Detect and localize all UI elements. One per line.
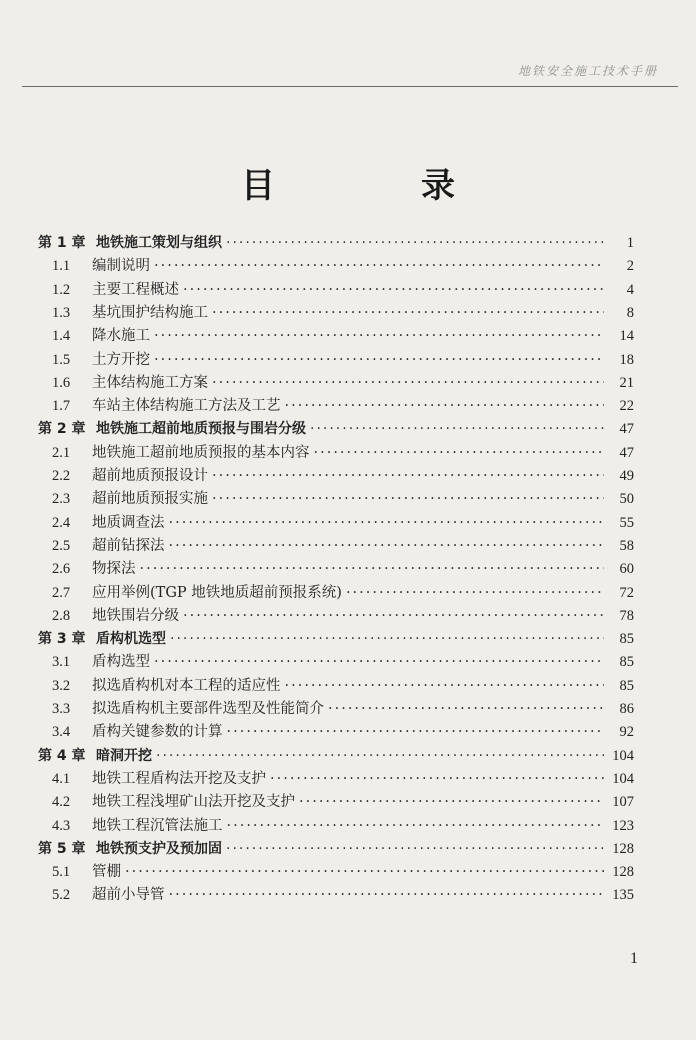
entry-number: 1.5 <box>52 351 71 368</box>
dot-leader <box>154 327 604 345</box>
entry-title: 主要工程概述 <box>92 281 179 298</box>
toc-section-entry[interactable] <box>52 671 634 695</box>
entry-title: 地铁工程沉管法施工 <box>92 817 223 834</box>
entry-number: 2.1 <box>52 444 71 461</box>
entry-number: 第 3 章 <box>38 631 86 648</box>
entry-page-number: 18 <box>619 351 634 368</box>
toc-section-entry[interactable] <box>52 880 634 904</box>
dot-leader <box>299 793 604 811</box>
entry-page-number: 47 <box>619 444 634 461</box>
entry-page-number: 22 <box>619 398 634 415</box>
dot-leader <box>169 886 605 904</box>
entry-number: 5.2 <box>52 887 71 904</box>
dot-leader <box>227 817 605 835</box>
entry-page-number: 85 <box>619 677 634 694</box>
entry-number: 2.6 <box>52 561 71 578</box>
toc-section-entry[interactable] <box>52 368 634 392</box>
entry-page-number: 21 <box>619 374 634 391</box>
entry-title: 超前钻探法 <box>92 537 165 554</box>
entry-page-number: 49 <box>619 468 634 484</box>
dot-leader <box>285 397 605 415</box>
entry-title: 盾构关键参数的计算 <box>92 724 223 741</box>
toc-section-entry[interactable] <box>52 508 634 532</box>
entry-number: 第 1 章 <box>38 235 86 251</box>
entry-title: 编制说明 <box>92 258 150 275</box>
toc-section-entry[interactable] <box>52 321 634 345</box>
entry-number: 第 5 章 <box>38 840 86 857</box>
entry-number: 4.1 <box>52 770 71 787</box>
entry-title: 超前小导管 <box>92 887 165 904</box>
entry-title: 盾构选型 <box>92 654 150 671</box>
entry-page-number: 78 <box>619 607 634 624</box>
entry-number: 2.7 <box>52 584 71 601</box>
dot-leader <box>270 770 604 788</box>
toc-section-entry[interactable] <box>52 251 634 275</box>
entry-title: 主体结构施工方案 <box>92 374 208 391</box>
entry-title: 地铁施工策划与组织 <box>96 235 222 251</box>
page-number: 1 <box>630 950 638 967</box>
toc-chapter-entry[interactable] <box>38 741 634 765</box>
toc-section-entry[interactable] <box>52 857 634 881</box>
entry-title: 盾构机选型 <box>96 631 166 648</box>
entry-page-number: 50 <box>619 491 634 508</box>
toc-section-entry[interactable] <box>52 391 634 415</box>
entry-number: 1.2 <box>52 281 71 298</box>
toc-section-entry[interactable] <box>52 717 634 741</box>
entry-number: 第 2 章 <box>38 421 86 438</box>
dot-leader <box>212 374 604 392</box>
entry-title: 地铁围岩分级 <box>92 607 179 624</box>
entry-page-number: 92 <box>619 724 634 741</box>
toc-section-entry[interactable] <box>52 484 634 508</box>
toc-chapter-entry[interactable] <box>38 414 634 438</box>
entry-page-number: 128 <box>612 864 634 881</box>
entry-title: 拟选盾构机主要部件选型及性能简介 <box>92 701 324 717</box>
entry-number: 4.2 <box>52 794 71 811</box>
dot-leader <box>212 490 604 508</box>
toc-section-entry[interactable] <box>52 298 634 322</box>
entry-page-number: 135 <box>612 887 634 904</box>
toc-section-entry[interactable] <box>52 438 634 462</box>
entry-page-number: 104 <box>612 747 634 764</box>
dot-leader <box>154 653 604 671</box>
dot-leader <box>328 700 604 718</box>
entry-title: 拟选盾构机对本工程的适应性 <box>92 677 281 694</box>
entry-page-number: 128 <box>612 840 634 857</box>
dot-leader <box>346 584 604 602</box>
entry-number: 2.5 <box>52 537 71 554</box>
toc-section-entry[interactable] <box>52 275 634 299</box>
toc-section-entry[interactable] <box>52 694 634 718</box>
entry-page-number: 4 <box>626 281 634 298</box>
toc-section-entry[interactable] <box>52 578 634 602</box>
entry-number: 3.4 <box>52 724 71 741</box>
entry-page-number: 60 <box>619 561 634 578</box>
entry-title: 超前地质预报实施 <box>92 491 208 508</box>
toc-section-entry[interactable] <box>52 461 634 485</box>
toc-chapter-entry[interactable] <box>38 228 634 252</box>
entry-title: 土方开挖 <box>92 351 150 368</box>
entry-page-number: 14 <box>619 328 634 345</box>
entry-title: 管棚 <box>92 864 121 881</box>
running-head: 地铁安全施工技术手册 <box>517 64 658 78</box>
entry-title: 基坑围护结构施工 <box>92 304 208 321</box>
entry-page-number: 104 <box>612 770 634 787</box>
dot-leader <box>310 420 604 438</box>
entry-page-number: 107 <box>612 794 634 811</box>
entry-page-number: 58 <box>619 537 634 554</box>
entry-number: 2.3 <box>52 491 71 508</box>
toc-section-entry[interactable] <box>52 764 634 788</box>
toc-section-entry[interactable] <box>52 554 634 578</box>
entry-page-number: 85 <box>619 654 634 671</box>
toc-chapter-entry[interactable] <box>38 834 634 858</box>
entry-page-number: 8 <box>626 304 634 321</box>
entry-number: 4.3 <box>52 817 71 834</box>
dot-leader <box>125 863 604 881</box>
entry-number: 2.4 <box>52 514 71 531</box>
dot-leader <box>314 444 605 462</box>
dot-leader <box>156 747 604 765</box>
toc-section-entry[interactable] <box>52 601 634 625</box>
toc-section-entry[interactable] <box>52 345 634 369</box>
dot-leader <box>226 840 604 858</box>
entry-title: 暗洞开挖 <box>96 747 152 764</box>
entry-number: 1.7 <box>52 398 71 415</box>
dot-leader <box>170 630 604 648</box>
entry-number: 2.2 <box>52 468 71 484</box>
entry-title: 应用举例(TGP 地铁地质超前预报系统) <box>92 584 342 601</box>
toc-section-entry[interactable] <box>52 531 634 555</box>
entry-page-number: 1 <box>626 235 634 251</box>
dot-leader <box>169 537 605 555</box>
dot-leader <box>183 281 604 299</box>
dot-leader <box>212 304 604 322</box>
page-title: 目 录 <box>241 166 511 206</box>
entry-page-number: 85 <box>619 631 634 648</box>
entry-title: 地铁工程浅埋矿山法开挖及支护 <box>92 794 295 811</box>
dot-leader <box>183 607 604 625</box>
entry-title: 地铁预支护及预加固 <box>96 840 222 857</box>
entry-page-number: 72 <box>619 584 634 601</box>
entry-number: 1.6 <box>52 374 71 391</box>
dot-leader <box>154 351 604 369</box>
dot-leader <box>212 467 604 485</box>
entry-number: 3.1 <box>52 654 71 671</box>
dot-leader <box>285 677 605 695</box>
entry-page-number: 55 <box>619 514 634 531</box>
toc-chapter-entry[interactable] <box>38 624 634 648</box>
entry-page-number: 2 <box>626 258 634 275</box>
entry-title: 物探法 <box>92 561 136 578</box>
entry-number: 3.2 <box>52 677 71 694</box>
dot-leader <box>140 560 605 578</box>
entry-title: 地铁施工超前地质预报与围岩分级 <box>96 421 306 438</box>
dot-leader <box>154 257 604 275</box>
dot-leader <box>226 234 604 252</box>
entry-page-number: 47 <box>619 421 634 438</box>
dot-leader <box>227 723 605 741</box>
entry-title: 车站主体结构施工方法及工艺 <box>92 398 281 415</box>
entry-number: 5.1 <box>52 864 71 881</box>
toc-section-entry[interactable] <box>52 787 634 811</box>
entry-number: 第 4 章 <box>38 747 86 764</box>
entry-title: 地质调查法 <box>92 514 165 531</box>
dot-leader <box>169 514 605 532</box>
entry-title: 地铁工程盾构法开挖及支护 <box>92 770 266 787</box>
header-rule <box>22 86 678 87</box>
entry-title: 地铁施工超前地质预报的基本内容 <box>92 444 310 461</box>
entry-number: 1.4 <box>52 328 71 345</box>
entry-page-number: 123 <box>612 817 634 834</box>
toc-section-entry[interactable] <box>52 811 634 835</box>
entry-page-number: 86 <box>619 701 634 717</box>
toc-section-entry[interactable] <box>52 647 634 671</box>
entry-title: 降水施工 <box>92 328 150 345</box>
entry-number: 1.1 <box>52 258 71 275</box>
entry-title: 超前地质预报设计 <box>92 468 208 484</box>
entry-number: 3.3 <box>52 701 71 717</box>
entry-number: 1.3 <box>52 304 71 321</box>
entry-number: 2.8 <box>52 607 71 624</box>
